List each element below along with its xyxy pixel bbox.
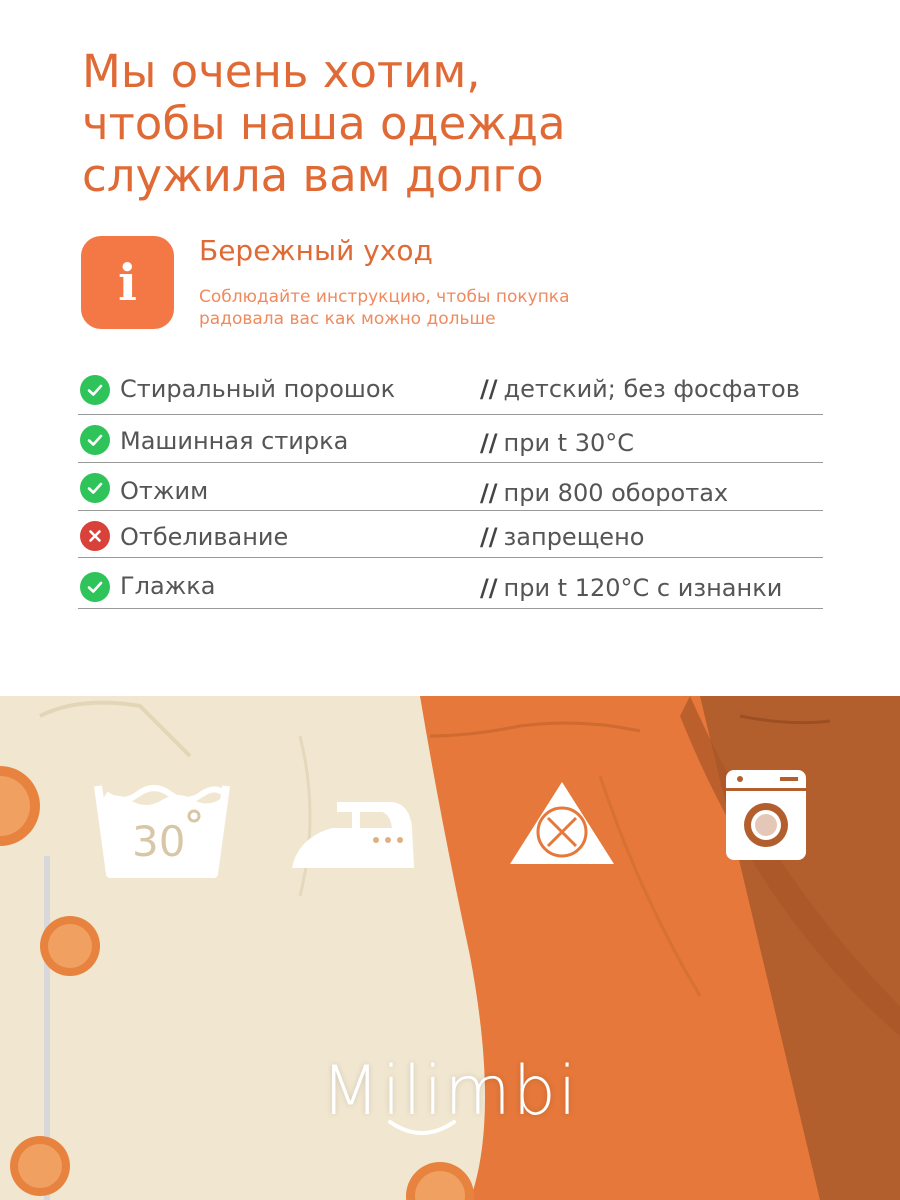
separator: // [480,375,498,403]
care-row-spin [78,463,823,511]
headline-line-3: служила вам долго [82,149,544,202]
care-row-value: при t 30°C [503,429,635,457]
check-icon [80,572,110,602]
care-subtitle-line-2: радовала вас как можно дольше [199,309,496,329]
headline-line-1: Мы очень хотим, [82,45,481,98]
separator: // [480,479,498,507]
care-table [78,365,823,609]
care-row-name: Отбеливание [120,523,289,551]
care-row-name: Стиральный порошок [120,375,396,403]
check-icon [80,425,110,455]
care-row-detergent [78,365,823,415]
care-row-name: Отжим [120,477,209,505]
care-row-ironing [78,558,823,609]
brand-logo: Milimbi [321,1052,579,1131]
care-row-value: детский; без фосфатов [503,375,800,403]
care-row-name: Машинная стирка [120,427,349,455]
care-row-machine-wash [78,415,823,463]
care-row-name: Глажка [120,572,216,600]
headline [82,46,822,202]
care-subtitle-line-1: Соблюдайте инструкцию, чтобы покупка [199,287,570,307]
info-glyph: i [118,252,137,312]
care-title: Бережный уход [199,234,433,267]
info-icon [81,236,174,329]
separator: // [480,523,498,551]
care-row-value: при 800 оборотах [503,479,729,507]
check-icon [80,473,110,503]
care-row-value: запрещено [503,523,645,551]
washing-machine-icon [726,770,806,860]
check-icon [80,375,110,405]
care-row-value: при t 120°C с изнанки [503,574,783,602]
cross-icon [80,521,110,551]
separator: // [480,574,498,602]
care-row-bleach [78,511,823,558]
separator: // [480,429,498,457]
wash-temp-label: 30 [132,817,186,866]
headline-line-2: чтобы наша одежда [82,97,566,150]
care-subtitle [199,286,659,330]
